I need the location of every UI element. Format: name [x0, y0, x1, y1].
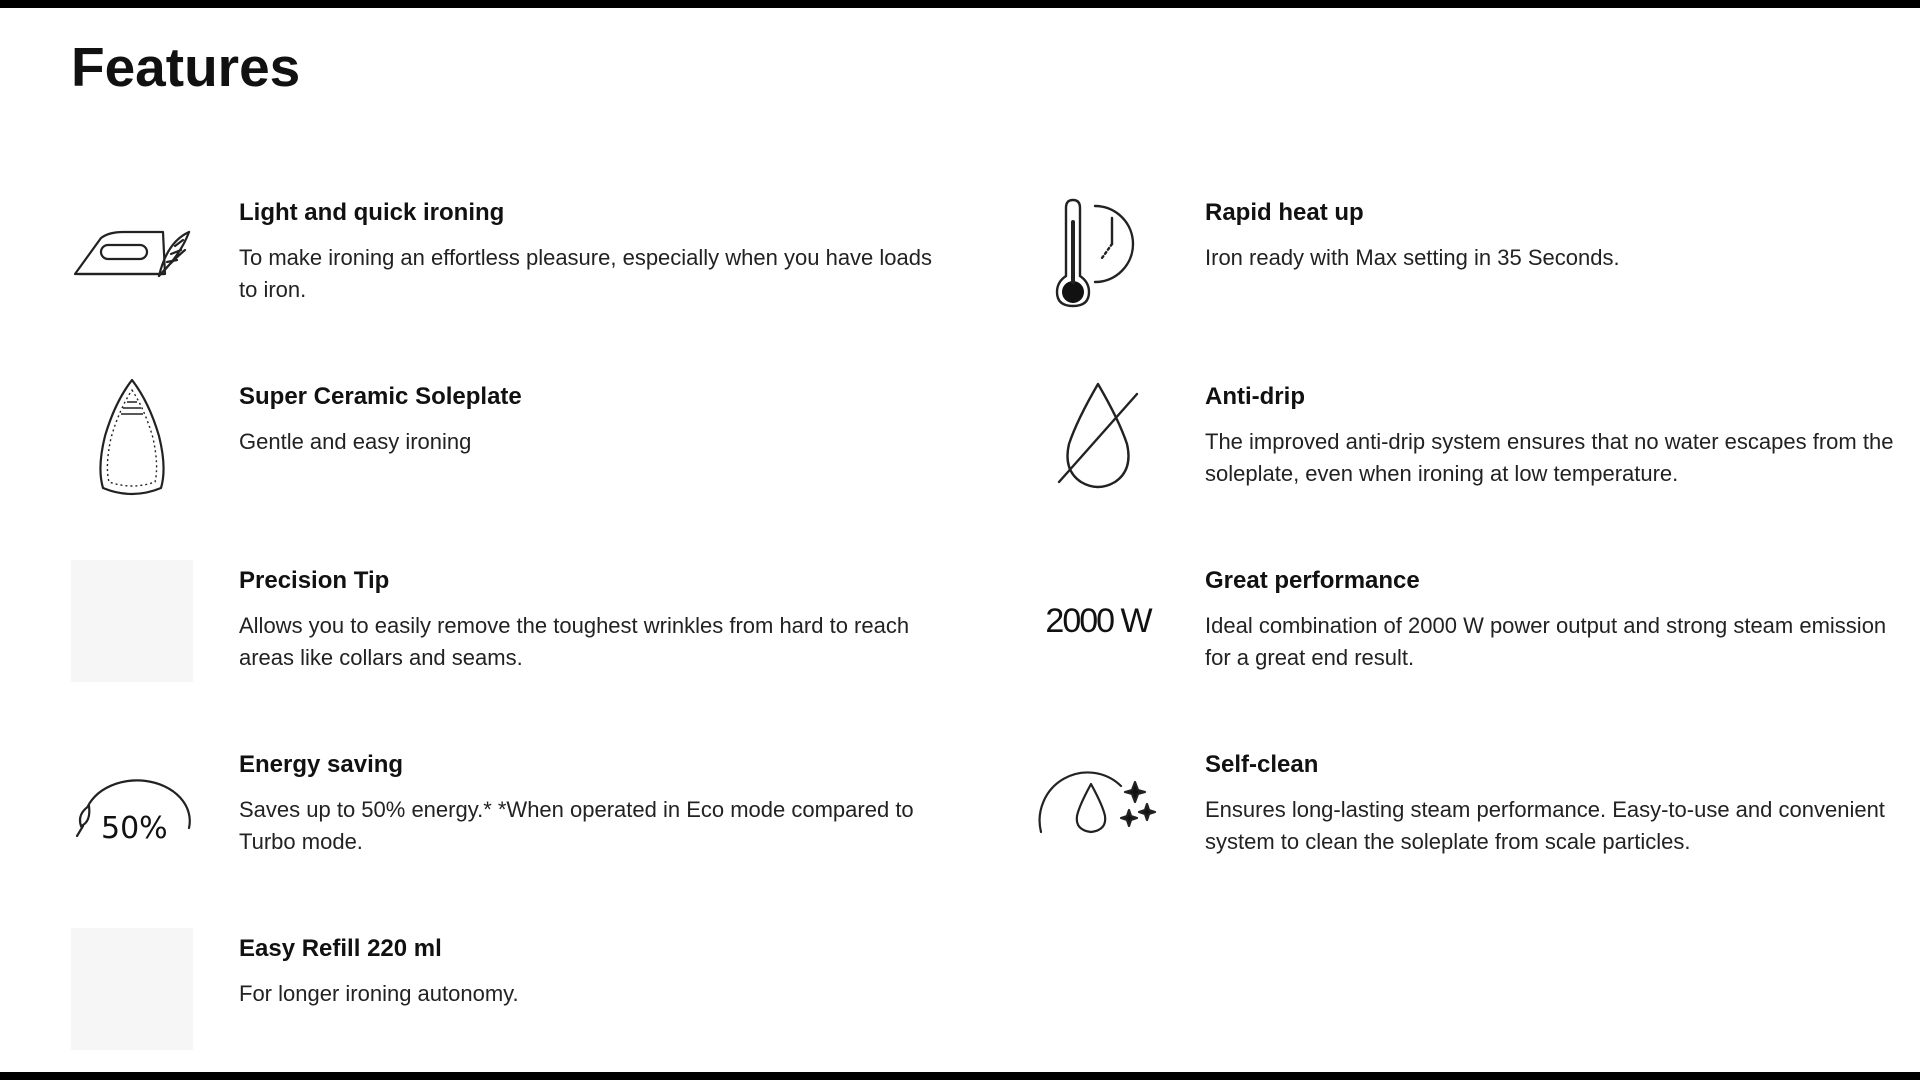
feature-description: Ensures long-lasting steam performance. Easy-to-use and convenient system to clean the soleplate from scale particles. — [1205, 797, 1885, 854]
feature-description: Iron ready with Max setting in 35 Seconds. — [1205, 245, 1620, 270]
feature-title: Anti-drip — [1205, 383, 1305, 410]
ceramic-soleplate-icon — [71, 376, 193, 498]
feature-title: Precision Tip — [239, 567, 390, 594]
feature-title: Easy Refill 220 ml — [239, 935, 442, 962]
feature-description: Gentle and easy ironing — [239, 429, 472, 454]
anti-drip-icon — [1037, 376, 1159, 498]
feature-super-ceramic-soleplate — [71, 376, 951, 501]
feature-precision-tip — [71, 560, 951, 685]
bottom-border — [0, 1072, 1920, 1080]
feature-title: Light and quick ironing — [239, 199, 505, 226]
feature-description: Allows you to easily remove the toughest wrinkles from hard to reach areas like collars and seams. — [239, 613, 910, 670]
feature-title: Super Ceramic Soleplate — [239, 383, 522, 410]
feature-description: To make ironing an effortless pleasure, especially when you have loads to iron. — [239, 245, 932, 302]
feature-title: Rapid heat up — [1205, 199, 1364, 226]
feature-description: Ideal combination of 2000 W power output and strong steam emission for a great end result. — [1205, 613, 1887, 670]
feature-description: For longer ironing autonomy. — [239, 981, 519, 1006]
energy-percent-text: 50% — [101, 811, 168, 846]
precision-tip-image — [71, 560, 193, 682]
feature-title: Great performance — [1205, 567, 1420, 594]
top-border — [0, 0, 1920, 8]
page-title: Features — [71, 36, 301, 98]
feature-anti-drip — [1037, 376, 1917, 501]
self-clean-icon — [1037, 744, 1159, 866]
power-2000w-icon — [1037, 560, 1159, 682]
energy-saving-icon — [71, 744, 193, 866]
feature-title: Energy saving — [239, 751, 404, 778]
feature-light-quick-ironing — [71, 192, 951, 317]
feature-easy-refill — [71, 928, 951, 1053]
power-rating-text: 2000 W — [1045, 601, 1151, 640]
feature-great-performance — [1037, 560, 1917, 685]
feature-description: The improved anti-drip system ensures that no water escapes from the soleplate, even when ironing at low temperature. — [1205, 429, 1894, 486]
feature-self-clean — [1037, 744, 1917, 869]
feature-description: Saves up to 50% energy.* *When operated in Eco mode compared to Turbo mode. — [239, 797, 914, 854]
feature-energy-saving — [71, 744, 951, 869]
thermometer-clock-icon — [1037, 192, 1159, 314]
feature-rapid-heat-up — [1037, 192, 1917, 317]
feature-title: Self-clean — [1205, 751, 1319, 778]
iron-feather-icon — [71, 192, 193, 314]
easy-refill-image — [71, 928, 193, 1050]
